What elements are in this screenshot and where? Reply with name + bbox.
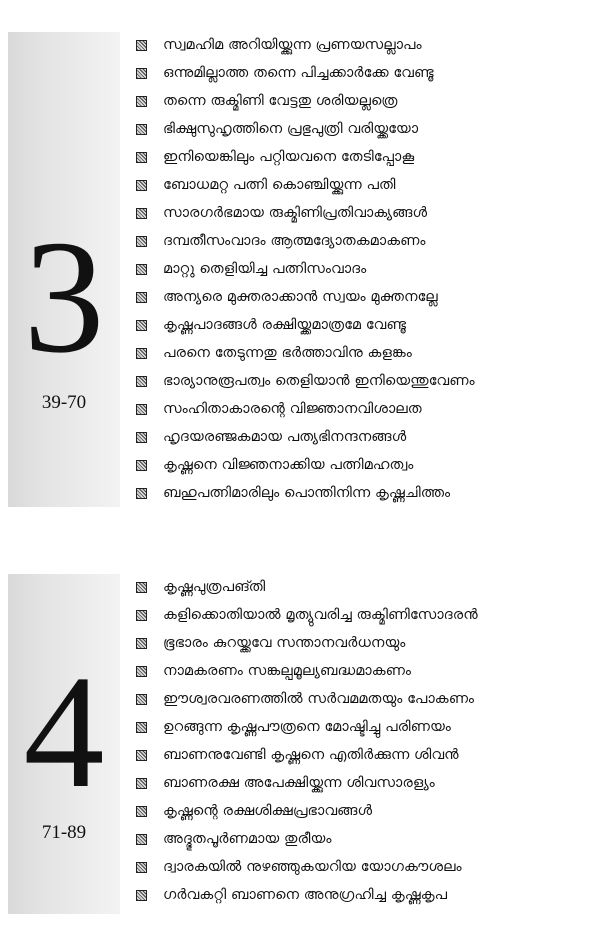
topic-text: സംഹിതാകാരന്റെ വിജ്ഞാനവിശാലത bbox=[163, 401, 422, 417]
list-item bbox=[136, 797, 478, 825]
checkbox-bullet-icon bbox=[136, 862, 147, 873]
checkbox-bullet-icon bbox=[136, 320, 147, 331]
checkbox-bullet-icon bbox=[136, 666, 147, 677]
topic-text: അന്യരെ മുക്തരാക്കാൻ സ്വയം മുക്തനല്ലേ bbox=[163, 289, 438, 305]
checkbox-bullet-icon bbox=[136, 750, 147, 761]
checkbox-bullet-icon bbox=[136, 124, 147, 135]
page-range: 39-70 bbox=[41, 392, 87, 413]
topic-text: ബഹുപത്നിമാരിലും പൊന്തിനിന്ന കൃഷ്ണചിത്തം bbox=[163, 485, 451, 501]
list-item bbox=[136, 143, 475, 171]
chapter-3-section bbox=[0, 32, 600, 507]
list-item bbox=[136, 685, 478, 713]
topic-text: തന്നെ രുക്മിണി വേട്ടതു ശരിയല്ലത്രെ bbox=[163, 93, 398, 109]
list-item bbox=[136, 367, 475, 395]
list-item bbox=[136, 479, 475, 507]
list-item bbox=[136, 311, 475, 339]
topic-text: ബാണനുവേണ്ടി കൃഷ്ണനെ എതിർക്കുന്ന ശിവൻ bbox=[163, 747, 459, 763]
topic-text: ഉറങ്ങുന്ന കൃഷ്ണപൗത്രനെ മോഷ്ടിച്ചു പരിണയം bbox=[163, 719, 451, 735]
list-item bbox=[136, 741, 478, 769]
chapter-4-section bbox=[0, 574, 600, 914]
list-item bbox=[136, 283, 475, 311]
checkbox-bullet-icon bbox=[136, 404, 147, 415]
checkbox-bullet-icon bbox=[136, 722, 147, 733]
checkbox-bullet-icon bbox=[136, 68, 147, 79]
topic-text: ദ്വാരകയിൽ നുഴഞ്ഞുകയറിയ യോഗകൗശലം bbox=[163, 859, 462, 875]
list-item bbox=[136, 31, 475, 59]
checkbox-bullet-icon bbox=[136, 694, 147, 705]
topic-text: കൃഷ്ണപുത്രപങ്തി bbox=[163, 579, 266, 595]
topic-text: കൃഷ്ണനെ വിജ്ഞനാക്കിയ പത്നിമഹത്വം bbox=[163, 457, 414, 473]
checkbox-bullet-icon bbox=[136, 152, 147, 163]
page-range: 71-89 bbox=[41, 822, 87, 843]
checkbox-bullet-icon bbox=[136, 460, 147, 471]
checkbox-bullet-icon bbox=[136, 264, 147, 275]
chapter-4-topic-list bbox=[136, 573, 478, 909]
checkbox-bullet-icon bbox=[136, 96, 147, 107]
checkbox-bullet-icon bbox=[136, 890, 147, 901]
list-item bbox=[136, 171, 475, 199]
checkbox-bullet-icon bbox=[136, 208, 147, 219]
topic-text: മാറ്റു തെളിയിച്ച പത്നിസംവാദം bbox=[163, 261, 367, 277]
topic-text: കളിക്കൊതിയാൽ മൃത്യുവരിച്ച രുക്മിണിസോദരൻ bbox=[163, 607, 478, 623]
topic-text: ഗർവകറ്റി ബാണനെ അനുഗ്രഹിച്ച കൃഷ്ണകൃപ bbox=[163, 887, 448, 903]
topic-text: ഈശ്വരവരണത്തിൽ സർവമമതയും പോകണം bbox=[163, 691, 475, 707]
list-item bbox=[136, 657, 478, 685]
topic-text: പരനെ തേടുന്നതു ഭർത്താവിനു കളങ്കം bbox=[163, 345, 412, 361]
chapter-number: 3 bbox=[23, 208, 105, 387]
topic-text: കൃഷ്ണന്റെ രക്ഷശിക്ഷപ്രഭാവങ്ങൾ bbox=[163, 803, 373, 819]
list-item bbox=[136, 881, 478, 909]
checkbox-bullet-icon bbox=[136, 610, 147, 621]
topic-text: നാമകരണം സങ്കല്പമൂല്യബദ്ധമാകണം bbox=[163, 663, 412, 679]
list-item bbox=[136, 199, 475, 227]
topic-text: സ്വമഹിമ അറിയിയ്ക്കുന്ന പ്രണയസല്ലാപം bbox=[163, 37, 422, 53]
list-item bbox=[136, 87, 475, 115]
checkbox-bullet-icon bbox=[136, 582, 147, 593]
topic-text: ഇനിയെങ്കിലും പറ്റിയവനെ തേടിപ്പോകൂ bbox=[163, 149, 415, 165]
list-item bbox=[136, 825, 478, 853]
list-item bbox=[136, 339, 475, 367]
checkbox-bullet-icon bbox=[136, 488, 147, 499]
list-item bbox=[136, 115, 475, 143]
list-item bbox=[136, 423, 475, 451]
topic-text: ദമ്പതീസംവാദം ആത്മദ്യോതകമാകണം bbox=[163, 233, 426, 249]
checkbox-bullet-icon bbox=[136, 180, 147, 191]
list-item bbox=[136, 713, 478, 741]
topic-text: അദ്ഭുതപൂർണമായ തുരീയം bbox=[163, 831, 332, 847]
checkbox-bullet-icon bbox=[136, 348, 147, 359]
checkbox-bullet-icon bbox=[136, 40, 147, 51]
list-item bbox=[136, 395, 475, 423]
chapter-4-panel bbox=[8, 574, 120, 914]
checkbox-bullet-icon bbox=[136, 778, 147, 789]
list-item bbox=[136, 255, 475, 283]
list-item bbox=[136, 629, 478, 657]
list-item bbox=[136, 573, 478, 601]
checkbox-bullet-icon bbox=[136, 806, 147, 817]
checkbox-bullet-icon bbox=[136, 834, 147, 845]
list-item bbox=[136, 853, 478, 881]
topic-text: കൃഷ്ണപാദങ്ങൾ രക്ഷിയ്ക്കമാത്രമേ വേണ്ടൂ bbox=[163, 317, 407, 333]
topic-text: ബോധമറ്റ പത്നി കൊഞ്ചിയ്ക്കുന്ന പതി bbox=[163, 177, 396, 193]
topic-text: ഭാര്യാനുരൂപത്വം തെളിയാൻ ഇനിയെന്തുവേണം bbox=[163, 373, 475, 389]
checkbox-bullet-icon bbox=[136, 638, 147, 649]
chapter-3-topic-list bbox=[136, 31, 475, 507]
list-item bbox=[136, 601, 478, 629]
list-item bbox=[136, 769, 478, 797]
topic-text: ഒന്നുമില്ലാത്ത തന്നെ പിച്ചക്കാർക്കേ വേണ്ടൂ bbox=[163, 65, 434, 81]
checkbox-bullet-icon bbox=[136, 376, 147, 387]
checkbox-bullet-icon bbox=[136, 432, 147, 443]
topic-text: ബാണരക്ഷ അപേക്ഷിയ്ക്കുന്ന ശിവസാരള്യം bbox=[163, 775, 435, 791]
checkbox-bullet-icon bbox=[136, 236, 147, 247]
topic-text: ഭൂഭാരം കുറയ്ക്കവേ സന്താനവർധനയും bbox=[163, 635, 406, 651]
checkbox-bullet-icon bbox=[136, 292, 147, 303]
chapter-3-panel bbox=[8, 32, 120, 507]
chapter-number: 4 bbox=[23, 643, 105, 822]
topic-text: സാരഗർഭമായ രുക്മിണിപ്രതിവാക്യങ്ങൾ bbox=[163, 205, 428, 221]
topic-text: ഭിക്ഷുസുഹൃത്തിനെ പ്രഭുപുത്രി വരിയ്ക്കയോ bbox=[163, 121, 419, 137]
list-item bbox=[136, 227, 475, 255]
topic-text: ഹൃദയരഞ്ജകമായ പത്യഭിനന്ദനങ്ങൾ bbox=[163, 429, 407, 445]
list-item bbox=[136, 59, 475, 87]
list-item bbox=[136, 451, 475, 479]
